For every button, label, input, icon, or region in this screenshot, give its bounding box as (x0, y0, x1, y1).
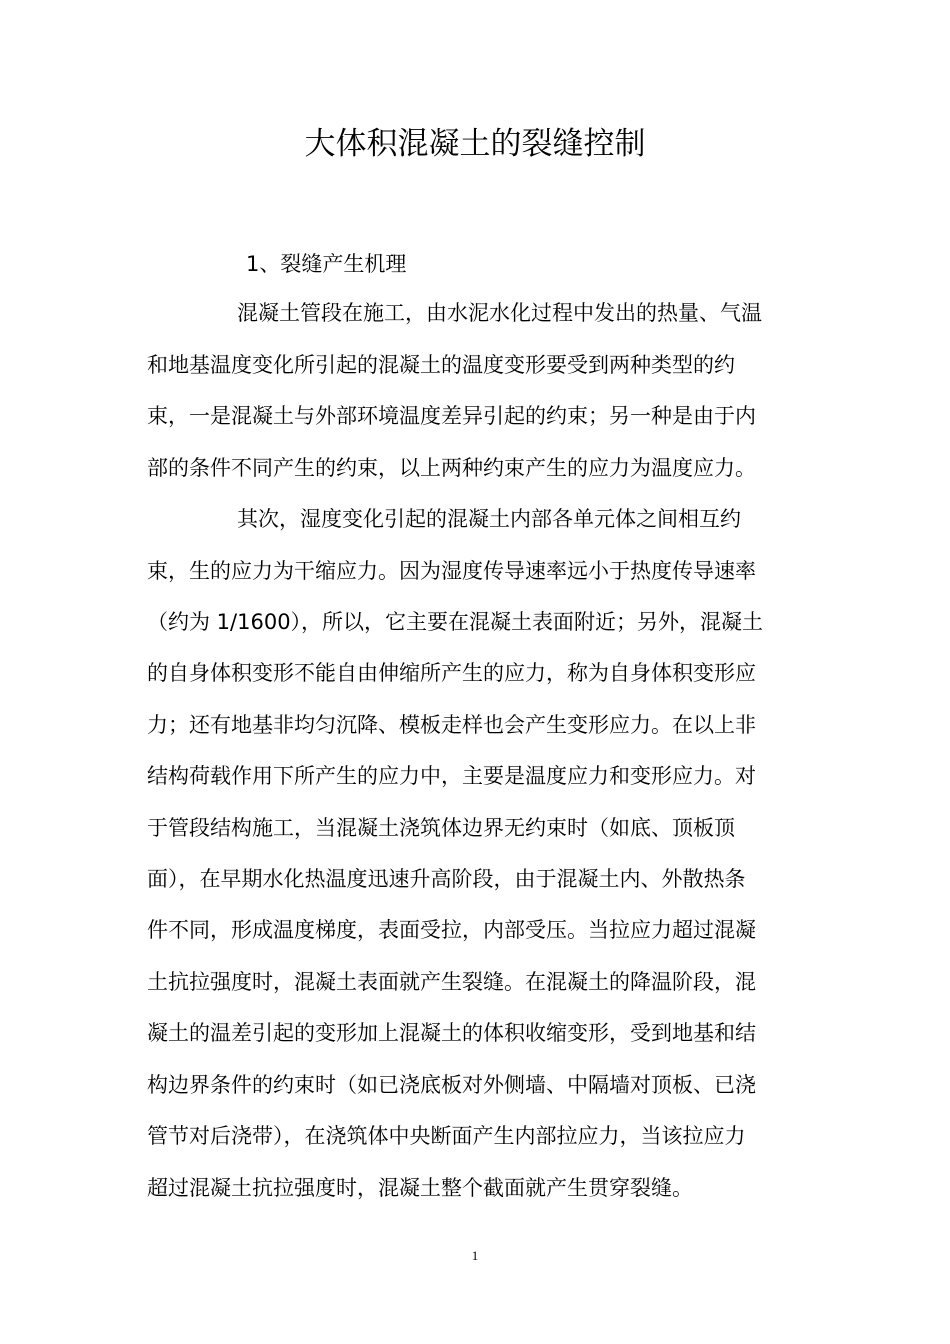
paragraph-line: 管节对后浇带），在浇筑体中央断面产生内部拉应力，当该拉应力 (147, 1124, 746, 1148)
paragraph-line: 力；还有地基非均匀沉降、模板走样也会产生变形应力。在以上非 (147, 713, 756, 737)
paragraph-line: 土抗拉强度时，混凝土表面就产生裂缝。在混凝土的降温阶段，混 (147, 970, 756, 994)
paragraph-line: 的自身体积变形不能自由伸缩所产生的应力，称为自身体积变形应 (147, 661, 756, 685)
paragraph-line: 束，生的应力为干缩应力。因为湿度传导速率远小于热度传导速率 (147, 559, 756, 583)
document-title: 大体积混凝土的裂缝控制 (304, 126, 646, 162)
paragraph-line: 面），在早期水化热温度迅速升高阶段，由于混凝土内、外散热条 (147, 867, 746, 891)
paragraph-line: 其次，湿度变化引起的混凝土内部各单元体之间相互约 (237, 507, 741, 531)
paragraph-line: 构边界条件的约束时（如已浇底板对外侧墙、中隔墙对顶板、已浇 (147, 1073, 756, 1097)
paragraph-line: 部的条件不同产生的约束，以上两种约束产生的应力为温度应力。 (147, 456, 756, 480)
paragraph-line: （约为 1/1600），所以，它主要在混凝土表面附近；另外，混凝土 (147, 610, 764, 634)
paragraph-line: 于管段结构施工，当混凝土浇筑体边界无约束时（如底、顶板顶 (147, 816, 735, 840)
paragraph-line: 结构荷载作用下所产生的应力中，主要是温度应力和变形应力。对 (147, 764, 756, 788)
paragraph-line: 超过混凝土抗拉强度时，混凝土整个截面就产生贯穿裂缝。 (147, 1176, 693, 1200)
paragraph-line: 束，一是混凝土与外部环境温度差异引起的约束；另一种是由于内 (147, 404, 756, 428)
page-number: 1 (471, 1248, 479, 1263)
section-heading: 1、裂缝产生机理 (246, 252, 407, 276)
paragraph-line: 混凝土管段在施工，由水泥水化过程中发出的热量、气温 (237, 301, 762, 325)
paragraph-line: 和地基温度变化所引起的混凝土的温度变形要受到两种类型的约 (147, 353, 735, 377)
paragraph-line: 件不同，形成温度梯度，表面受拉，内部受压。当拉应力超过混凝 (147, 918, 756, 942)
paragraph-line: 凝土的温差引起的变形加上混凝土的体积收缩变形，受到地基和结 (147, 1021, 756, 1045)
